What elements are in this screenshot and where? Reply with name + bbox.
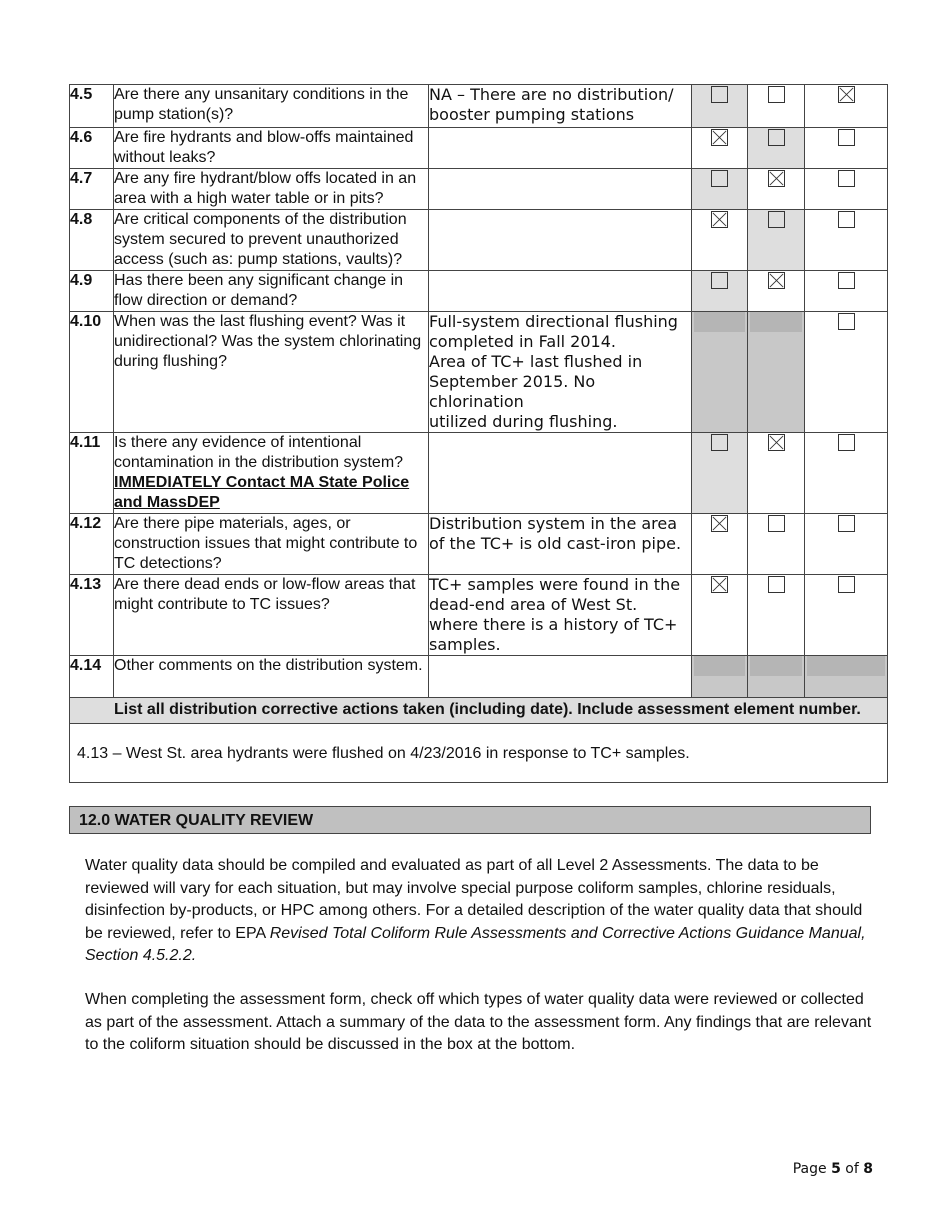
corrective-actions-row xyxy=(70,724,888,783)
yes-checkbox[interactable] xyxy=(711,211,728,228)
element-number: 4.13 xyxy=(70,575,114,656)
yes-checkbox[interactable] xyxy=(711,129,728,146)
question-text: Are critical components of the distribution system secured to prevent unauthorized access (such as: pump stations, vaults)? xyxy=(114,210,429,271)
yes-cell xyxy=(692,85,748,128)
no-cell-shaded xyxy=(748,656,805,698)
na-checkbox[interactable] xyxy=(838,86,855,103)
question-text: Has there been any significant change in flow direction or demand? xyxy=(114,271,429,312)
na-checkbox[interactable] xyxy=(838,313,855,330)
na-cell xyxy=(805,312,888,433)
yes-cell xyxy=(692,271,748,312)
na-checkbox[interactable] xyxy=(838,515,855,532)
answer-text: TC+ samples were found in the dead-end area of West St. where there is a history of TC+ samples. xyxy=(429,575,692,656)
section-title: 12.0 WATER QUALITY REVIEW xyxy=(69,806,871,834)
na-cell xyxy=(805,514,888,575)
na-cell xyxy=(805,210,888,271)
na-cell xyxy=(805,169,888,210)
answer-text xyxy=(429,312,692,433)
answer-line: Full-system directional flushing xyxy=(429,312,678,331)
question-text: Are any fire hydrant/blow offs located in an area with a high water table or in pits? xyxy=(114,169,429,210)
yes-cell xyxy=(692,514,748,575)
element-number: 4.8 xyxy=(70,210,114,271)
yes-checkbox[interactable] xyxy=(711,170,728,187)
table-row xyxy=(70,656,888,698)
yes-cell-shaded xyxy=(692,312,748,433)
no-cell xyxy=(748,433,805,514)
na-checkbox[interactable] xyxy=(838,170,855,187)
na-checkbox[interactable] xyxy=(838,129,855,146)
page-of: of xyxy=(845,1161,859,1177)
intro-paragraph-text: Water quality data should be compiled and evaluated as part of all Level 2 Assessments. The data to be reviewed will vary for each situation, but may involve special purpose coliform samples, chlorine residuals, disinfection by-products, or HPC among others. For a detailed description of the water quality data that should be reviewed, refer to EPA xyxy=(85,857,863,942)
no-checkbox[interactable] xyxy=(768,129,785,146)
na-checkbox[interactable] xyxy=(838,211,855,228)
table-row xyxy=(70,271,888,312)
no-cell-shaded xyxy=(748,312,805,433)
na-cell xyxy=(805,575,888,656)
contact-instruction: IMMEDIATELY Contact MA State Police and MassDEP xyxy=(114,474,410,511)
no-checkbox[interactable] xyxy=(768,86,785,103)
no-cell xyxy=(748,271,805,312)
answer-text xyxy=(429,271,692,312)
table-row xyxy=(70,210,888,271)
answer-line: utilized during flushing. xyxy=(429,412,618,431)
no-cell xyxy=(748,85,805,128)
element-number: 4.12 xyxy=(70,514,114,575)
answer-line: completed in Fall 2014. xyxy=(429,332,616,351)
corrective-actions-text[interactable]: 4.13 – West St. area hydrants were flushed on 4/23/2016 in response to TC+ samples. xyxy=(70,724,888,783)
element-number: 4.5 xyxy=(70,85,114,128)
no-cell xyxy=(748,128,805,169)
current-page: 5 xyxy=(831,1161,841,1177)
na-cell xyxy=(805,128,888,169)
shaded-band xyxy=(694,656,745,676)
element-number: 4.9 xyxy=(70,271,114,312)
shaded-band xyxy=(750,312,802,332)
yes-cell xyxy=(692,169,748,210)
no-checkbox[interactable] xyxy=(768,170,785,187)
answer-text xyxy=(429,210,692,271)
corrective-actions-header: List all distribution corrective actions taken (including date). Include assessment element number. xyxy=(70,698,888,724)
shaded-band xyxy=(750,656,802,676)
na-cell xyxy=(805,433,888,514)
yes-checkbox[interactable] xyxy=(711,86,728,103)
yes-cell xyxy=(692,210,748,271)
table-row xyxy=(70,169,888,210)
yes-checkbox[interactable] xyxy=(711,515,728,532)
guidance-manual-reference: Revised Total Coliform Rule Assessments and Corrective Actions Guidance Manual, Section 4.5.2.2. xyxy=(85,924,866,964)
question-text xyxy=(114,433,429,514)
no-checkbox[interactable] xyxy=(768,515,785,532)
page-number xyxy=(793,1159,873,1179)
answer-text xyxy=(429,128,692,169)
no-cell xyxy=(748,169,805,210)
table-row xyxy=(70,85,888,128)
table-row xyxy=(70,433,888,514)
answer-text: Distribution system in the area of the TC+ is old cast-iron pipe. xyxy=(429,514,692,575)
answer-text xyxy=(429,169,692,210)
yes-cell xyxy=(692,128,748,169)
yes-checkbox[interactable] xyxy=(711,272,728,289)
no-cell xyxy=(748,575,805,656)
answer-text: NA – There are no distribution/ booster pumping stations xyxy=(429,85,692,128)
no-checkbox[interactable] xyxy=(768,211,785,228)
na-checkbox[interactable] xyxy=(838,272,855,289)
question-text: Other comments on the distribution system. xyxy=(114,656,429,698)
yes-checkbox[interactable] xyxy=(711,434,728,451)
answer-line: September 2015. No chlorination xyxy=(429,372,596,411)
answer-line: Area of TC+ last flushed in xyxy=(429,352,643,371)
no-checkbox[interactable] xyxy=(768,434,785,451)
question-text: Are there any unsanitary conditions in the pump station(s)? xyxy=(114,85,429,128)
element-number: 4.11 xyxy=(70,433,114,514)
element-number: 4.6 xyxy=(70,128,114,169)
no-cell xyxy=(748,514,805,575)
distribution-assessment-table xyxy=(69,84,888,783)
yes-checkbox[interactable] xyxy=(711,576,728,593)
na-checkbox[interactable] xyxy=(838,576,855,593)
yes-cell-shaded xyxy=(692,656,748,698)
no-checkbox[interactable] xyxy=(768,576,785,593)
na-cell xyxy=(805,271,888,312)
intro-paragraph xyxy=(85,855,875,968)
element-number: 4.7 xyxy=(70,169,114,210)
element-number: 4.14 xyxy=(70,656,114,698)
yes-cell xyxy=(692,575,748,656)
question-text: Are fire hydrants and blow-offs maintained without leaks? xyxy=(114,128,429,169)
shaded-band xyxy=(694,312,745,332)
na-checkbox[interactable] xyxy=(838,434,855,451)
question-text-main: Is there any evidence of intentional contamination in the distribution system? xyxy=(114,434,404,471)
question-text: Are there dead ends or low-flow areas that might contribute to TC issues? xyxy=(114,575,429,656)
corrective-actions-header-row xyxy=(70,698,888,724)
shaded-band xyxy=(807,656,885,676)
no-checkbox[interactable] xyxy=(768,272,785,289)
table-row xyxy=(70,312,888,433)
question-text: Are there pipe materials, ages, or construction issues that might contribute to TC detections? xyxy=(114,514,429,575)
no-cell xyxy=(748,210,805,271)
table-row xyxy=(70,514,888,575)
table-row xyxy=(70,575,888,656)
instructions-paragraph: When completing the assessment form, check off which types of water quality data were reviewed or collected as part of the assessment. Attach a summary of the data to the assessment form. Any findings that are relevant to the coliform situation should be discussed in the box at the bottom. xyxy=(85,991,872,1053)
yes-cell xyxy=(692,433,748,514)
element-number: 4.10 xyxy=(70,312,114,433)
answer-text xyxy=(429,433,692,514)
answer-text xyxy=(429,656,692,698)
table-row xyxy=(70,128,888,169)
na-cell xyxy=(805,85,888,128)
page-label: Page xyxy=(792,1161,827,1177)
na-cell-shaded xyxy=(805,656,888,698)
total-pages: 8 xyxy=(863,1161,873,1177)
question-text: When was the last flushing event? Was it unidirectional? Was the system chlorinating during flushing? xyxy=(114,312,429,433)
